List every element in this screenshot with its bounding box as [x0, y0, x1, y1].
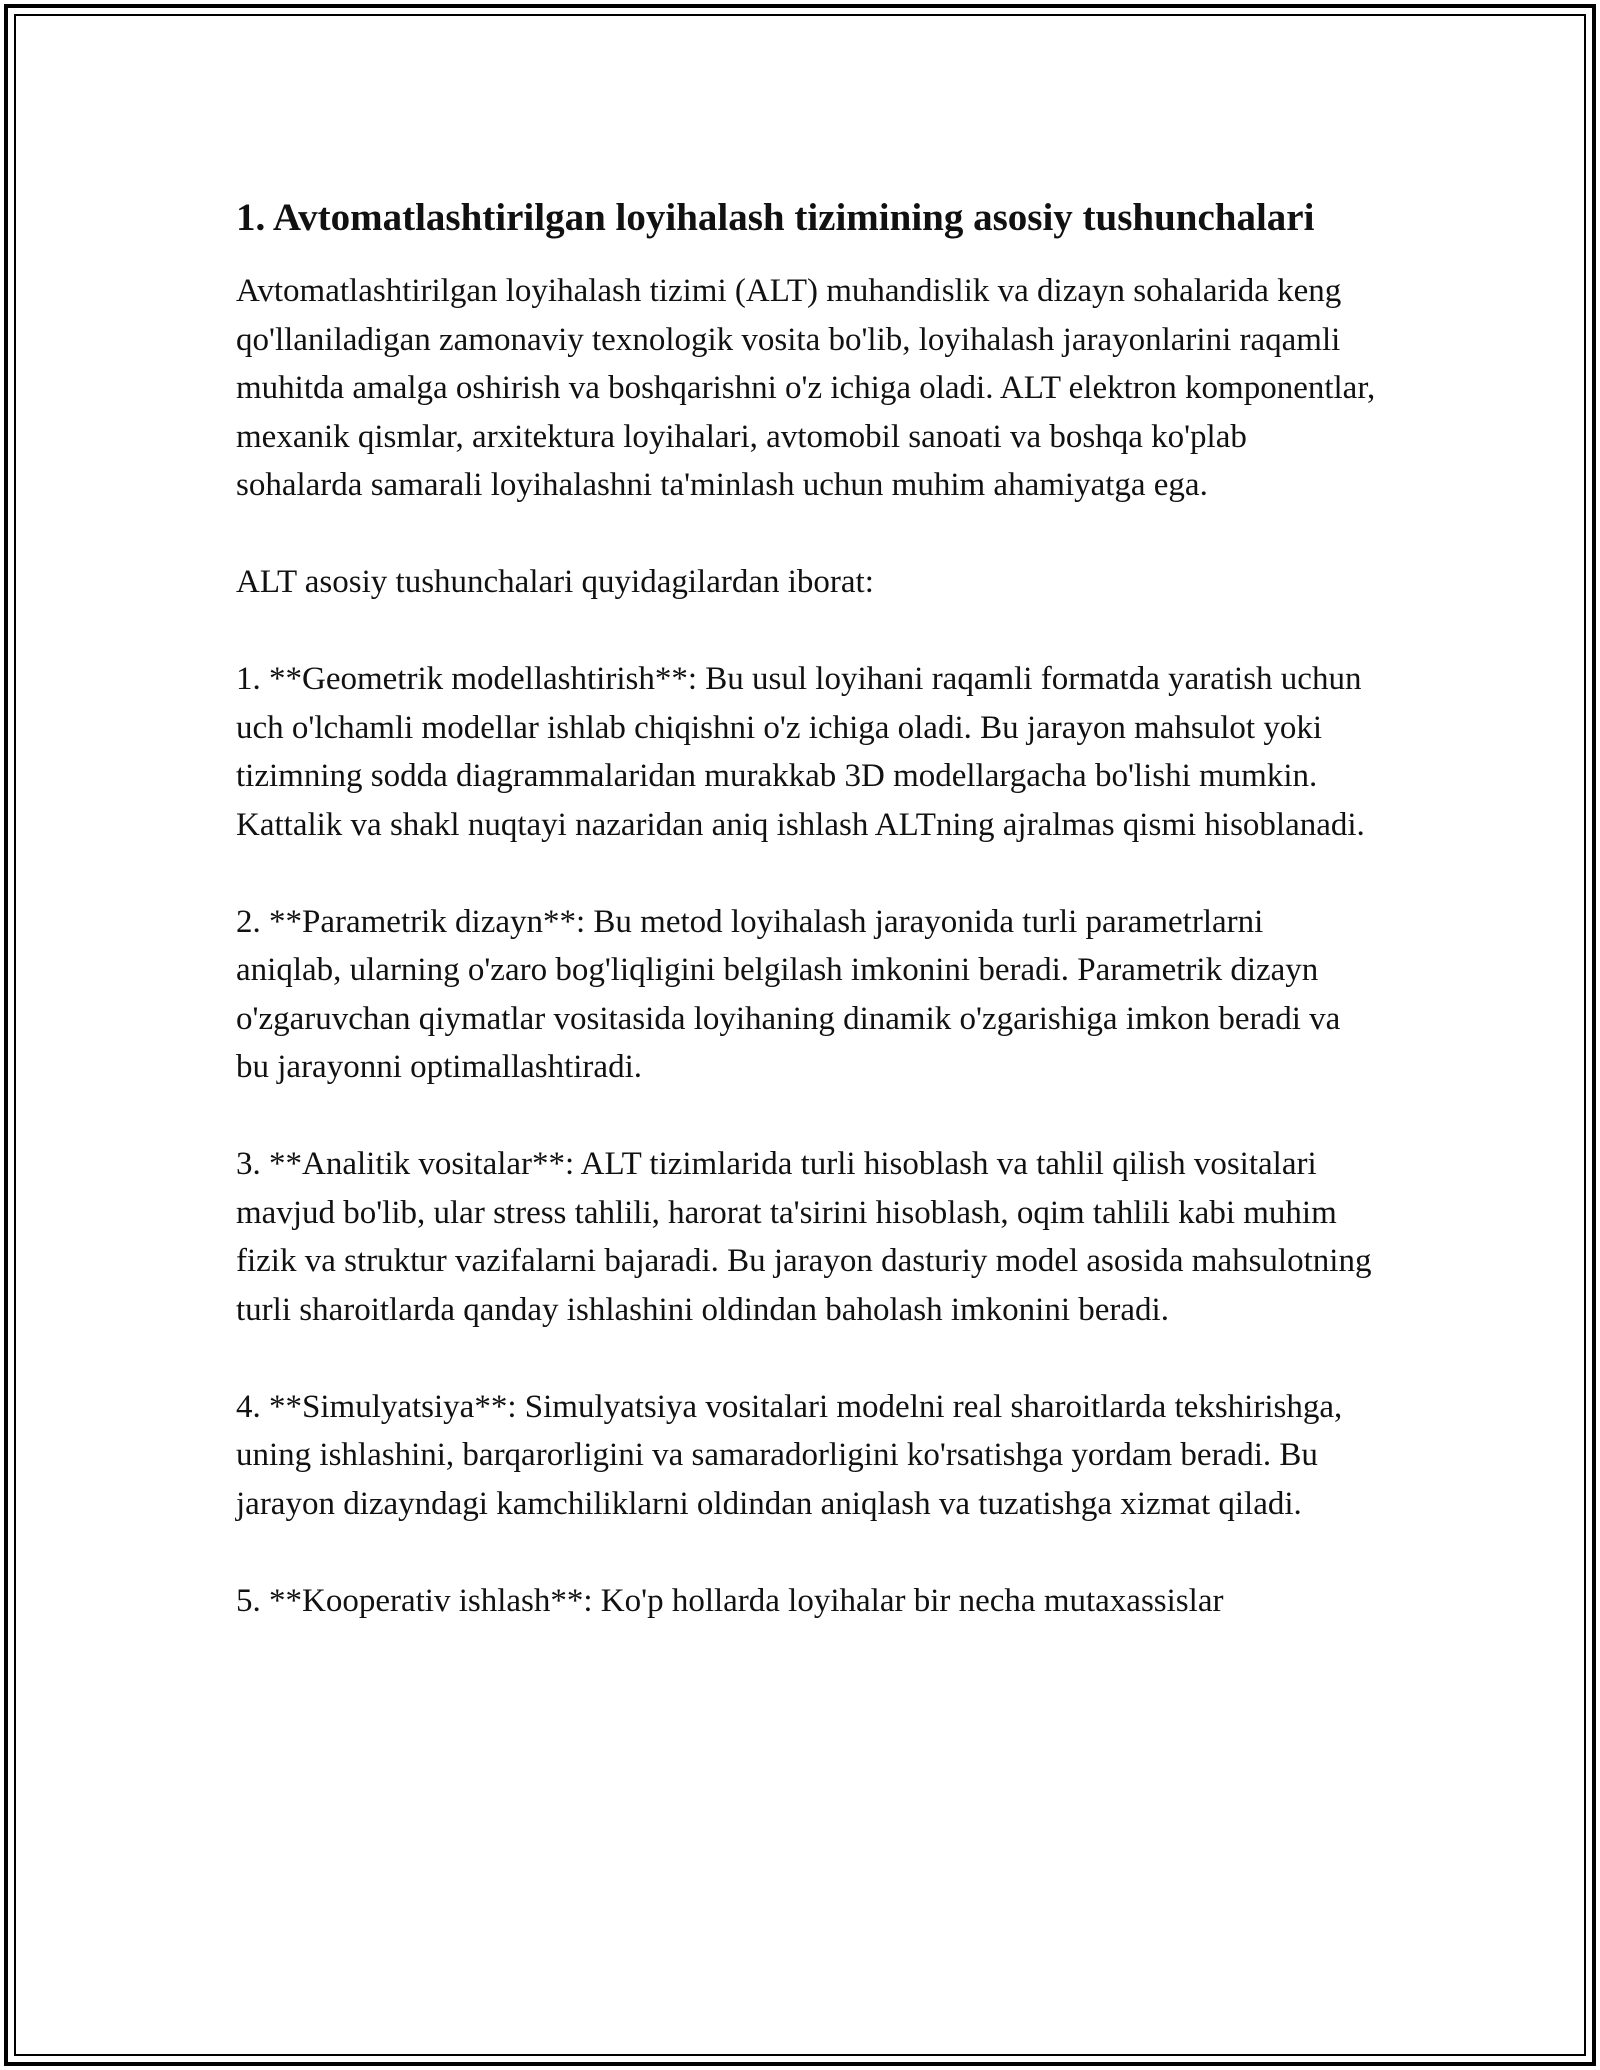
list-item-cooperative-work: 5. **Kooperativ ishlash**: Ko'p hollarda loyihalar bir necha mutaxassislar	[236, 1582, 1224, 1619]
list-item-parametric-design: 2. **Parametrik dizayn**: Bu metod loyihalash jarayonida turli parametrlarni aniqlab, ularning o'zaro bog'liqligini belgilash imkonini beradi. Parametrik dizayn o'zgaruvchan qiymatlar vositasida loyihaning dinamik o'zgarishiga imkon beradi va bu jarayonni optimallashtiradi.	[236, 903, 1341, 1085]
intro-paragraph: Avtomatlashtirilgan loyihalash tizimi (ALT) muhandislik va dizayn sohalarida keng qo'llaniladigan zamonaviy texnologik vosita bo'lib, loyihalash jarayonlarini raqamli muhitda amalga oshirish va boshqarishni o'z ichiga oladi. ALT elektron komponentlar, mexanik qismlar, arxitektura loyihalari, avtomobil sanoati va boshqa ko'plab sohalarda samarali loyihalashni ta'minlash uchun muhim ahamiyatga ega.	[236, 273, 1376, 503]
list-intro-paragraph: ALT asosiy tushunchalari quyidagilardan iborat:	[236, 564, 874, 600]
list-item-simulation: 4. **Simulyatsiya**: Simulyatsiya vositalari modelni real sharoitlarda tekshirishga, uning ishlashini, barqarorligini va samaradorligini ko'rsatishga yordam beradi. Bu jarayon dizayndagi kamchiliklarni oldindan aniqlash va tuzatishga xizmat qiladi.	[236, 1388, 1343, 1522]
list-item-analytic-tools: 3. **Analitik vositalar**: ALT tizimlarida turli hisoblash va tahlil qilish vositalari mavjud bo'lib, ular stress tahlili, harorat ta'sirini hisoblash, oqim tahlili kabi muhim fizik va struktur vazifalarni bajaradi. Bu jarayon dasturiy model asosida mahsulotning turli sharoitlarda qanday ishlashini oldindan baholash imkonini beradi.	[236, 1146, 1372, 1328]
section-heading: 1. Avtomatlashtirilgan loyihalash tizimining asosiy tushunchalari	[236, 196, 1315, 239]
list-item-geometric-modelling: 1. **Geometrik modellashtirish**: Bu usul loyihani raqamli formatda yaratish uchun uch o'lchamli modellar ishlab chiqishni o'z ichiga oladi. Bu jarayon mahsulot yoki tizimning sodda diagrammalaridan murakkab 3D modellargacha bo'lishi mumkin. Kattalik va shakl nuqtayi nazaridan aniq ishlash ALTning ajralmas qismi hisoblanadi.	[236, 661, 1365, 843]
document-body	[236, 190, 1376, 1625]
